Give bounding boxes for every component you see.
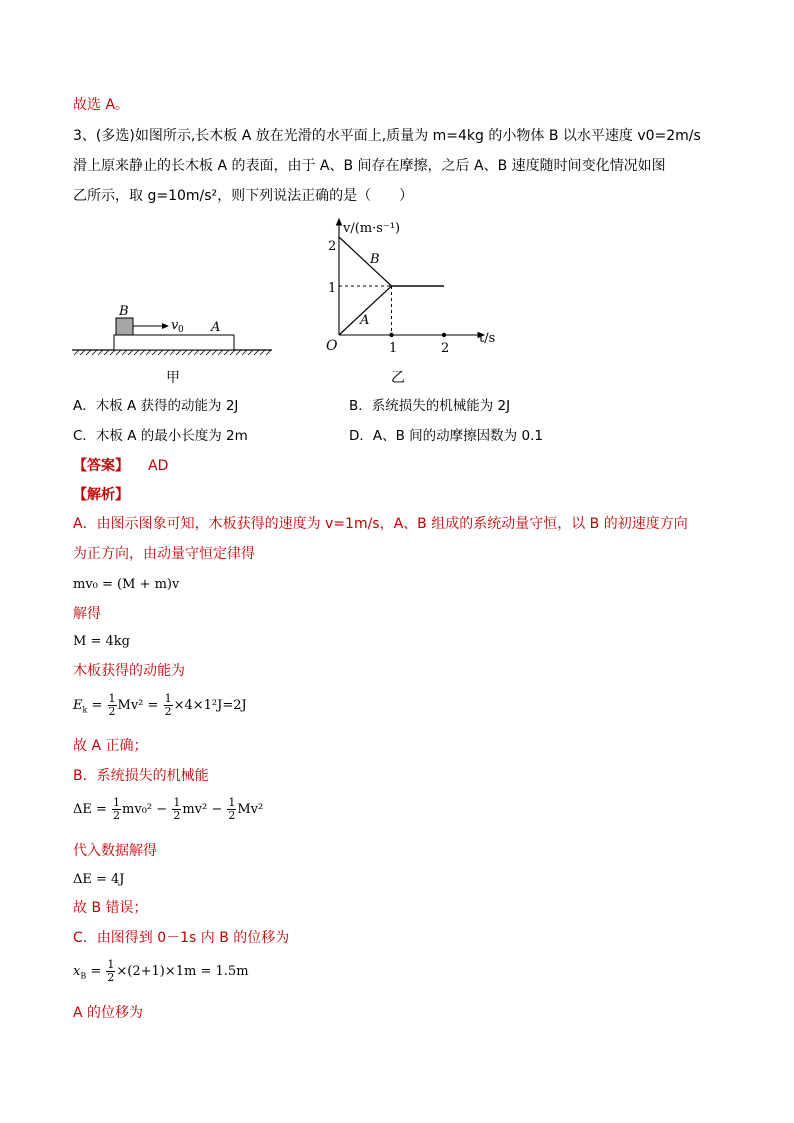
line-a-label: A — [360, 313, 370, 328]
x-tick-dot-2 — [442, 333, 446, 337]
block-b — [116, 318, 133, 335]
eq-ke-sub: k — [82, 705, 88, 715]
option-c: C．木板 A 的最小长度为 2m — [73, 428, 248, 444]
option-a: A．木板 A 获得的动能为 2J — [73, 398, 239, 414]
label-v0-sub: 0 — [178, 325, 184, 335]
y-axis-label: v/(m·s⁻¹) — [343, 221, 401, 236]
label-v0: v — [171, 318, 179, 333]
substitute-label: 代入数据解得 — [73, 843, 157, 859]
select-a-line: 故选 A。 — [73, 97, 130, 113]
eq-ke-frac-1: $\frac{1}{2}$ — [108, 692, 116, 718]
series-line-b — [339, 237, 444, 286]
velocity-arrowhead — [162, 323, 169, 329]
ground-hatch — [74, 350, 271, 355]
question-line-1: 3、(多选)如图所示,长木板 A 放在光滑的水平面上,质量为 m=4kg 的小物体 B 以水平速度 v0=2m/s — [73, 128, 701, 144]
figure-yi-chart — [318, 215, 518, 365]
answer-label: 【答案】 — [73, 458, 129, 474]
eq-ke-e: E — [73, 698, 83, 713]
eq-de-frac-2: $\frac{1}{2}$ — [173, 796, 181, 822]
y-tick-2: 2 — [328, 239, 337, 254]
eq-xb-sub: B — [80, 971, 87, 981]
line-b-label: B — [370, 252, 380, 267]
eq-xb-frac: $\frac{1}{2}$ — [107, 958, 115, 984]
y-tick-1: 1 — [328, 281, 337, 296]
option-d: D．A、B 间的动摩擦因数为 0.1 — [349, 428, 543, 444]
x-tick-dot-1 — [389, 333, 393, 337]
b-text: B．系统损失的机械能 — [73, 768, 209, 784]
eq-de-frac-3: $\frac{1}{2}$ — [228, 796, 236, 822]
eq-de-frac-1: $\frac{1}{2}$ — [113, 796, 121, 822]
eq-de-t3: Mv² — [237, 802, 264, 817]
eq-mass: M = 4kg — [73, 634, 130, 649]
solve-label: 解得 — [73, 606, 101, 622]
caption-yi: 乙 — [391, 370, 405, 386]
eq-ke-frac-2: $\frac{1}{2}$ — [164, 692, 172, 718]
eq-momentum: mv₀ = (M + m)v — [73, 577, 180, 592]
label-a: A — [211, 320, 221, 335]
eq-xb-x: x — [73, 964, 81, 979]
a-correct: 故 A 正确； — [73, 738, 148, 754]
option-b: B．系统损失的机械能为 2J — [349, 398, 511, 414]
eq-de-lhs: ΔE = — [73, 802, 107, 817]
caption-jia: 甲 — [166, 370, 180, 386]
eq-energy-loss — [73, 797, 263, 822]
origin-label: O — [326, 338, 338, 354]
b-wrong: 故 B 错误； — [73, 900, 148, 916]
analysis-a-line-2: 为正方向，由动量守恒定律得 — [73, 546, 255, 562]
label-b: B — [119, 304, 129, 319]
question-line-2: 滑上原来静止的长木板 A 的表面，由于 A、B 间存在摩擦，之后 A、B 速度随时间变化情况如图 — [73, 158, 666, 174]
x-tick-2: 2 — [441, 341, 450, 356]
eq-de-t2: mv² − — [182, 802, 223, 817]
c-text: C．由图得到 0－1s 内 B 的位移为 — [73, 930, 290, 946]
eq-displacement-b: $x_B$ = $\frac{1}{2}$ ×(2+1)×1m = 1.5m — [73, 958, 249, 984]
answer-value: AD — [148, 458, 169, 474]
eq-ke-mid: Mv² = — [117, 698, 159, 713]
question-line-3: 乙所示，取 g=10m/s²，则下列说法正确的是（ ） — [73, 188, 414, 204]
eq-xb-tail: ×(2+1)×1m = 1.5m — [116, 964, 249, 979]
eq-energy-value: ΔE = 4J — [73, 872, 125, 887]
a-disp: A 的位移为 — [73, 1005, 144, 1021]
analysis-a-line-1: A．由图示图象可知，木板获得的速度为 v=1m/s，A、B 组成的系统动量守恒，以 B 的初速度方向 — [73, 516, 688, 532]
eq-ke-tail: ×4×1²J=2J — [173, 698, 247, 713]
eq-kinetic-energy: $E_k$ = $\frac{1}{2}$ Mv² = $\frac{1}{2}$ ×4×1²J=2J — [73, 692, 247, 718]
analysis-label: 【解析】 — [73, 487, 129, 503]
board-a — [114, 335, 234, 350]
x-tick-1: 1 — [389, 341, 398, 356]
eq-de-t1: mv₀² − — [122, 802, 168, 817]
ke-text: 木板获得的动能为 — [73, 663, 185, 679]
x-axis-label: t/s — [479, 331, 496, 346]
